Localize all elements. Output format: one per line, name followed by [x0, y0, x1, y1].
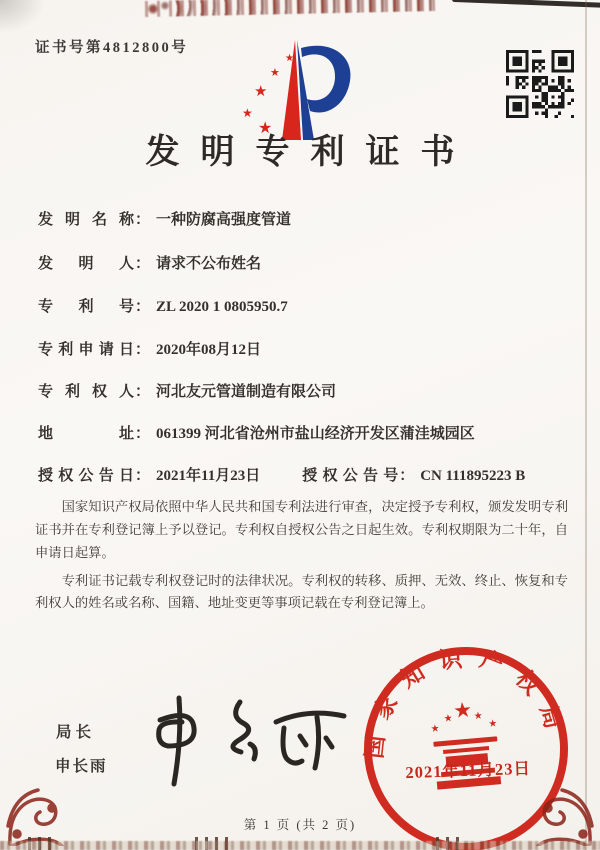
field-colon: ：	[135, 384, 151, 400]
legal-paragraph-2: 专利证书记载专利权登记时的法律状况。专利权的转移、质押、无效、终止、恢复和专利权人的姓名或名称、国籍、地址变更等事项记载在专利登记簿上。	[35, 572, 568, 611]
svg-text:★: ★	[443, 713, 454, 725]
certificate-title: 发明专利证书	[145, 134, 476, 171]
page-number: 第 1 页 (共 2 页)	[243, 818, 357, 832]
top-ornament-band	[145, 0, 435, 17]
field-label: 授权公告日	[38, 468, 134, 484]
svg-text:★: ★	[270, 66, 280, 79]
field-colon: ：	[135, 299, 151, 315]
field-label: 发明名称	[38, 212, 134, 228]
field-grant-row	[38, 464, 525, 485]
field-value: 一种防腐高强度管道	[156, 212, 292, 228]
svg-text:★: ★	[254, 82, 268, 100]
svg-text:★: ★	[258, 118, 273, 137]
certificate-number: 证书号第4812800号	[35, 40, 189, 56]
field-invention-name	[38, 208, 291, 229]
seal-org-text: 国家知识产权局	[361, 645, 571, 760]
field-label: 发明人	[38, 256, 134, 272]
field-label: 专利号	[38, 299, 134, 315]
paper-edge-line	[452, 0, 600, 8]
field-value: 河北友元管道制造有限公司	[156, 384, 337, 400]
field-value: CN 111895223 B	[420, 468, 526, 484]
svg-text:★: ★	[452, 697, 474, 723]
field-value: 2021年11月23日	[156, 468, 261, 484]
field-label: 授权公告号	[302, 468, 399, 484]
field-patentee	[38, 380, 336, 401]
handwritten-signature	[130, 686, 348, 804]
field-inventor	[38, 252, 261, 273]
field-label: 地址	[38, 426, 134, 442]
commissioner-title: 局长	[56, 724, 96, 741]
field-colon: ：	[135, 342, 151, 358]
corner-flourish-left	[2, 766, 80, 846]
legal-text	[35, 496, 568, 620]
seal-date: 2021年11月23日	[405, 758, 532, 783]
commissioner-name: 申长雨	[55, 758, 108, 775]
svg-text:★: ★	[487, 718, 498, 730]
field-colon: ：	[399, 468, 415, 484]
qr-code	[506, 50, 574, 118]
field-colon: ：	[135, 212, 151, 228]
svg-text:★: ★	[285, 53, 294, 64]
legal-paragraph-1: 国家知识产权局依照中华人民共和国专利法进行审查，决定授予专利权，颁发发明专利证书并在专利登记簿上予以登记。专利权自授权公告之日起生效。专利权期限为二十年，自申请日起算。	[35, 499, 568, 560]
field-value: 2020年08月12日	[156, 342, 262, 358]
field-label: 专利申请日	[38, 342, 134, 358]
field-value: 061399 河北省沧州市盐山经济开发区蒲洼城园区	[156, 426, 475, 442]
corner-flourish-right	[520, 766, 598, 846]
field-address	[38, 422, 475, 443]
svg-text:★: ★	[473, 710, 484, 723]
field-colon: ：	[135, 256, 151, 272]
field-patent-number	[38, 295, 288, 316]
field-value: 请求不公布姓名	[156, 256, 262, 272]
field-value: ZL 2020 1 0805950.7	[156, 299, 288, 315]
field-filing-date	[38, 338, 261, 359]
field-colon: ：	[135, 468, 151, 484]
svg-text:★: ★	[242, 106, 253, 120]
bottom-pattern-strip	[0, 841, 600, 850]
field-label: 专利权人	[38, 384, 134, 400]
corner-shadow	[0, 0, 46, 34]
svg-text:★: ★	[430, 723, 441, 735]
field-colon: ：	[135, 426, 151, 442]
